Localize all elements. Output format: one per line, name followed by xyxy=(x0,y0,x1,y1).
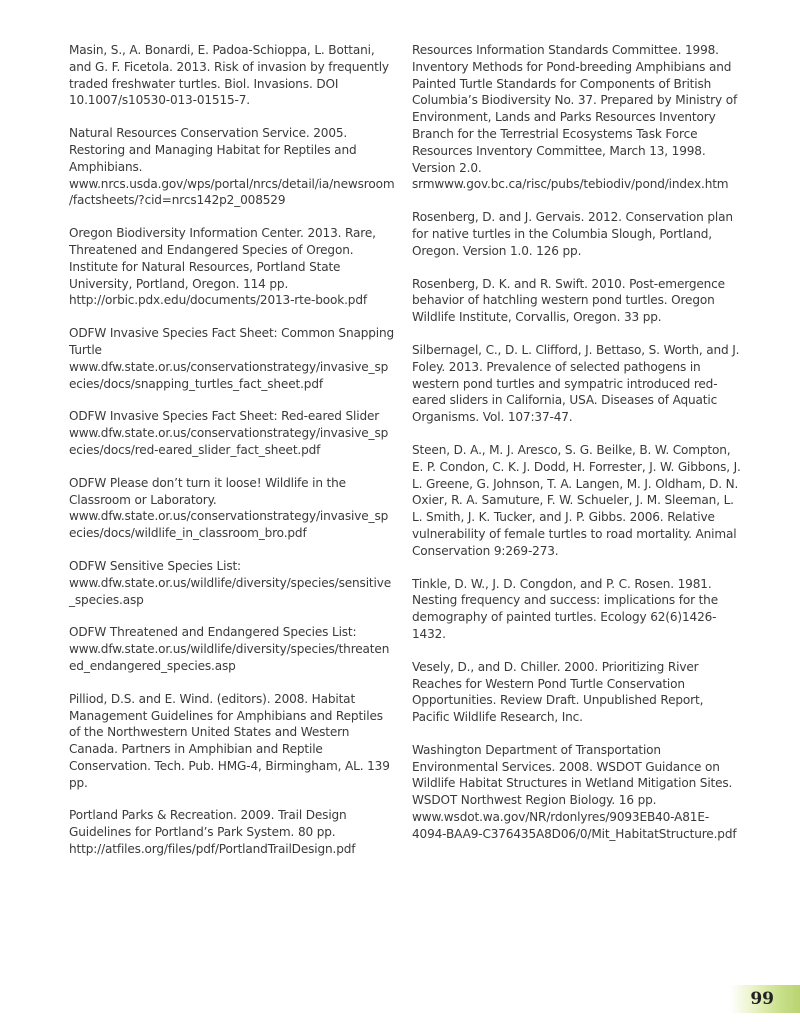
reference-entry: Resources Information Standards Committee. 1998. Inventory Methods for Pond-breeding Amphibians and Painted Turtle Standards for Components of British Columbia’s Biodiversity No. 37. Prepared by Ministry of Environment, Lands and Parks Resources Inventory Branch for the Terrestrial Ecosystems Task Force Resources Inventory Committee, March 13, 1998. Version 2.0. srmwww.gov.bc.ca/risc/pubs/tebiodiv/pond/index.htm xyxy=(412,43,738,192)
reference-entry: Rosenberg, D. K. and R. Swift. 2010. Post-emergence behavior of hatchling western pond turtles. Oregon Wildlife Institute, Corvallis, Oregon. 33 pp. xyxy=(412,276,725,325)
reference-entry: Natural Resources Conservation Service. 2005. Restoring and Managing Habitat for Reptiles and Amphibians. www.nrcs.usda.gov/wps/portal/nrcs/detail/ia/newsroom/factsheets/?cid=nrcs142p2_008529 xyxy=(69,126,395,208)
reference-entry: Vesely, D., and D. Chiller. 2000. Prioritizing River Reaches for Western Pond Turtle Conservation Opportunities. Review Draft. Unpublished Report, Pacific Wildlife Research, Inc. xyxy=(412,659,704,725)
reference-entry: ODFW Invasive Species Fact Sheet: Red-eared Slider www.dfw.state.or.us/conservationstrategy/invasive_species/docs/red-eared_slider_fact_sheet.pdf xyxy=(69,409,389,457)
reference-entry: ODFW Please don’t turn it loose! Wildlife in the Classroom or Laboratory. www.dfw.state.or.us/conservationstrategy/invasive_species/docs/wildlife_in_classroom_bro.pdf xyxy=(69,475,389,541)
reference-entry: Portland Parks & Recreation. 2009. Trail Design Guidelines for Portland’s Park System. 80 pp. http://atfiles.org/files/pdf/PortlandTrailDesign.pdf xyxy=(69,808,356,857)
reference-entry: Oregon Biodiversity Information Center. 2013. Rare, Threatened and Endangered Species of Oregon. Institute for Natural Resources, Portland State University, Portland, Oregon. 114 pp. http://orbic.pdx.edu/documents/2013-rte-book.pdf xyxy=(69,226,376,308)
reference-entry: ODFW Invasive Species Fact Sheet: Common Snapping Turtle www.dfw.state.or.us/conservationstrategy/invasive_species/docs/snapping_turtles_fact_sheet.pdf xyxy=(69,326,395,391)
reference-entry: Silbernagel, C., D. L. Clifford, J. Bettaso, S. Worth, and J. Foley. 2013. Prevalence of selected pathogens in western pond turtles and sympatric introduced red-eared sliders in California, USA. Diseases of Aquatic Organisms. Vol. 107:37-47. xyxy=(412,342,740,425)
reference-entry: Tinkle, D. W., J. D. Congdon, and P. C. Rosen. 1981. Nesting frequency and success: implications for the demography of painted turtles. Ecology 62(6)1426-1432. xyxy=(412,576,718,641)
reference-entry: Masin, S., A. Bonardi, E. Padoa-Schioppa, L. Bottani, and G. F. Ficetola. 2013. Risk of invasion by frequently traded freshwater turtles. Biol. Invasions. DOI 10.1007/s10530-013-01515-7. xyxy=(69,43,389,108)
page-number-tab xyxy=(730,985,800,1013)
reference-entry: Washington Department of Transportation Environmental Services. 2008. WSDOT Guidance on Wildlife Habitat Structures in Wetland Mitigation Sites. WSDOT Northwest Region Biology. 16 pp. www.wsdot.wa.gov/NR/rdonlyres/9093EB40-A81E-4094-BAA9-C376435A8D06/0/Mit_HabitatStructure.pdf xyxy=(412,742,737,841)
page-number: 99 xyxy=(750,989,774,1009)
reference-entry: ODFW Threatened and Endangered Species List: www.dfw.state.or.us/wildlife/diversity/species/threatened_endangered_species.asp xyxy=(69,625,390,673)
reference-entry: Steen, D. A., M. J. Aresco, S. G. Beilke, B. W. Compton, E. P. Condon, C. K. J. Dodd, H. Forrester, J. W. Gibbons, J. L. Greene, G. Johnson, T. A. Langen, M. J. Oldham, D. N. Oxier, R. A. Samuture, F. W. Schueler, J. M. Sleeman, L. L. Smith, J. K. Tucker, and J. P. Gibbs. 2006. Relative vulnerability of female turtles to road mortality. Animal Conservation 9:269-273. xyxy=(412,442,741,558)
references-right-column xyxy=(412,42,742,859)
reference-entry: Pilliod, D.S. and E. Wind. (editors). 2008. Habitat Management Guidelines for Amphibians and Reptiles of the Northwestern United States and Western Canada. Partners in Amphibian and Reptile Conservation. Tech. Pub. HMG-4, Birmingham, AL. 139 pp. xyxy=(69,691,390,790)
reference-entry: Rosenberg, D. and J. Gervais. 2012. Conservation plan for native turtles in the Columbia Slough, Portland, Oregon. Version 1.0. 126 pp. xyxy=(412,210,733,258)
reference-entry: ODFW Sensitive Species List: www.dfw.state.or.us/wildlife/diversity/species/sensitive_species.asp xyxy=(69,558,392,607)
references-left-column xyxy=(69,42,395,874)
